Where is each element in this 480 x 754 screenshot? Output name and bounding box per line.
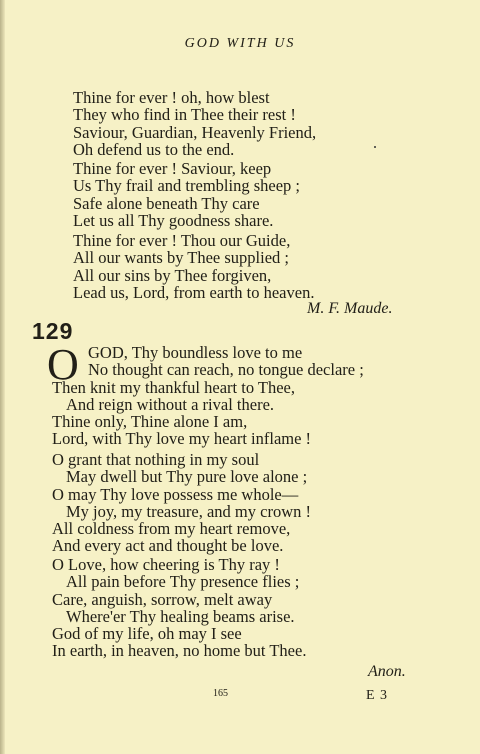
verse-line: In earth, in heaven, no home but Thee. (52, 641, 307, 661)
stanza-prev-2 (73, 160, 300, 229)
verse-line: Us Thy frail and trembling sheep ; (73, 176, 300, 196)
verse-line: GOD, Thy boundless love to me (88, 343, 303, 362)
drop-cap: O (47, 340, 79, 389)
verse-line: All our sins by Thee forgiven, (73, 265, 272, 285)
verse-line: Care, anguish, sorrow, melt away (52, 589, 273, 609)
verse-line: Thine for ever ! Saviour, keep (73, 159, 272, 178)
verse-line: Then knit my thankful heart to Thee, (52, 377, 296, 397)
verse-line: Thine for ever ! oh, how blest (73, 88, 270, 107)
signature-mark: E 3 (366, 688, 389, 703)
stanza-3 (52, 556, 306, 660)
verse-line: And reign without a rival there. (66, 394, 275, 414)
verse-line: They who find in Thee their rest ! (73, 105, 296, 125)
verse-line: Safe alone beneath Thy care (73, 193, 260, 213)
hymn-number: 129 (32, 318, 74, 344)
verse-line: My joy, my treasure, and my crown ! (66, 501, 311, 521)
verse-line: Where'er Thy healing beams arise. (66, 606, 295, 626)
verse-line: Lord, with Thy love my heart inflame ! (52, 429, 312, 449)
stray-mark (374, 146, 376, 148)
stanza-prev-1 (73, 89, 316, 158)
verse-line: Let us all Thy goodness share. (73, 210, 274, 230)
stanza-prev-3 (73, 232, 314, 301)
page-number: 165 (213, 688, 228, 699)
verse-line: All pain before Thy presence flies ; (66, 572, 300, 592)
stanza-2 (52, 451, 311, 555)
verse-line: Saviour, Guardian, Heavenly Friend, (73, 122, 317, 142)
verse-line: All our wants by Thee supplied ; (73, 248, 289, 268)
author-attribution: Anon. (368, 663, 406, 680)
stanza-1 (52, 344, 364, 448)
page-binding-edge (0, 0, 5, 754)
author-attribution-prev: M. F. Maude. (307, 300, 393, 317)
verse-line: And every act and thought be love. (52, 536, 284, 556)
verse-line: No thought can reach, no tongue declare ; (88, 360, 364, 380)
verse-line: O grant that nothing in my soul (52, 450, 260, 469)
verse-line: Lead us, Lord, from earth to heaven. (73, 282, 315, 302)
verse-line: May dwell but Thy pure love alone ; (66, 467, 308, 487)
verse-line: Oh defend us to the end. (73, 139, 235, 159)
verse-line: All coldness from my heart remove, (52, 519, 291, 539)
verse-line: O Love, how cheering is Thy ray ! (52, 555, 280, 574)
running-header: GOD WITH US (184, 36, 296, 51)
verse-line: Thine only, Thine alone I am, (52, 412, 248, 432)
verse-line: God of my life, oh may I see (52, 624, 242, 644)
verse-line: O may Thy love possess me whole— (52, 484, 299, 504)
verse-line: Thine for ever ! Thou our Guide, (73, 231, 291, 250)
